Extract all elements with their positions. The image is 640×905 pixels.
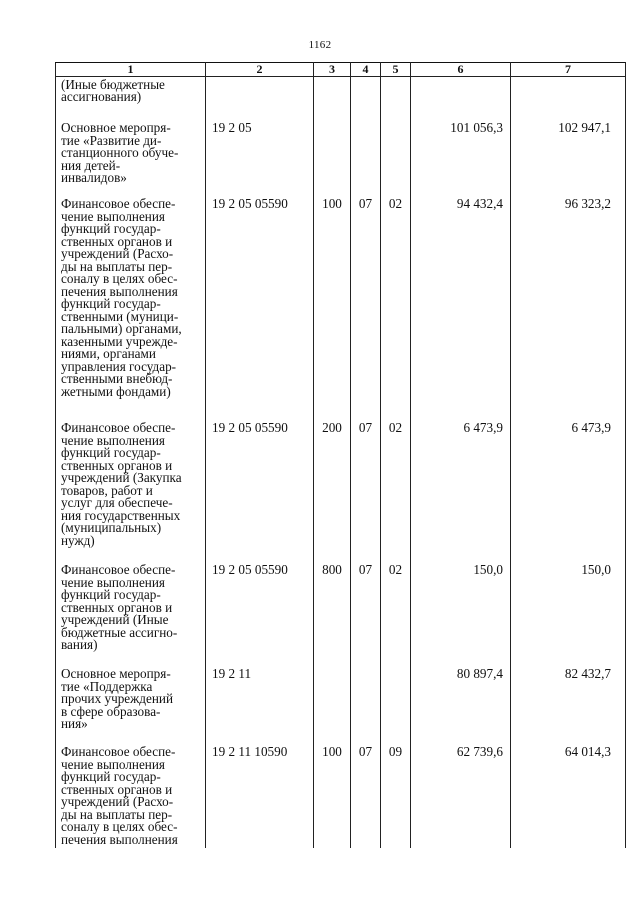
row-code-cell: 19 2 05 05590 (206, 562, 314, 666)
row-value-2025-cell: 96 323,2 (511, 196, 626, 420)
row-value-2024-cell: 101 056,3 (411, 120, 511, 196)
row-code-cell: 19 2 05 (206, 120, 314, 196)
row-name-cell: Финансовое обеспе- чение выполнения функций государ- ственных органов и учреждений (Расхо- ды на выплаты пер- соналу в целях обес- печения выполнения функций государ- ственными (муници- пальными) органами, казенными учрежде- ниями, органами управления государ- ственными внебюд- жетными фондами) (56, 196, 206, 420)
row-value-2024-cell (411, 76, 511, 120)
row-name-cell: Основное меропря- тие «Поддержка прочих учреждений в сфере образова- ния» (56, 666, 206, 744)
row-value-2024-cell: 80 897,4 (411, 666, 511, 744)
budget-table (55, 62, 626, 848)
column-header: 4 (351, 63, 381, 77)
row-vr-cell (314, 666, 351, 744)
column-header: 2 (206, 63, 314, 77)
budget-table-wrap (55, 62, 625, 845)
table-row (56, 76, 626, 120)
row-value-2025-cell (511, 76, 626, 120)
column-header: 6 (411, 63, 511, 77)
row-value-2025-cell: 82 432,7 (511, 666, 626, 744)
row-vr-cell: 100 (314, 196, 351, 420)
header-row (56, 63, 626, 77)
row-vr-cell (314, 76, 351, 120)
row-pr-cell: 09 (381, 744, 411, 848)
row-value-2024-cell: 150,0 (411, 562, 511, 666)
row-pr-cell: 02 (381, 420, 411, 562)
row-pr-cell: 02 (381, 196, 411, 420)
page-number: 1162 (308, 39, 332, 51)
row-code-cell: 19 2 05 05590 (206, 420, 314, 562)
row-vr-cell: 100 (314, 744, 351, 848)
column-header: 5 (381, 63, 411, 77)
table-row (56, 196, 626, 420)
row-value-2025-cell: 6 473,9 (511, 420, 626, 562)
table-row (56, 120, 626, 196)
row-vr-cell: 800 (314, 562, 351, 666)
row-pr-cell (381, 666, 411, 744)
row-name-cell: Финансовое обеспе- чение выполнения функций государ- ственных органов и учреждений (Иные бюджетные ассигно- вания) (56, 562, 206, 666)
row-rz-cell (351, 666, 381, 744)
table-row (56, 744, 626, 848)
table-row (56, 666, 626, 744)
row-rz-cell (351, 76, 381, 120)
row-value-2025-cell: 150,0 (511, 562, 626, 666)
row-pr-cell: 02 (381, 562, 411, 666)
row-pr-cell (381, 76, 411, 120)
row-name-cell: (Иные бюджетные ассигнования) (56, 76, 206, 120)
table-body (56, 76, 626, 848)
row-name-cell: Финансовое обеспе- чение выполнения функций государ- ственных органов и учреждений (Закупка товаров, работ и услуг для обеспече- ния государственных (муниципальных) нужд) (56, 420, 206, 562)
row-pr-cell (381, 120, 411, 196)
row-vr-cell (314, 120, 351, 196)
row-vr-cell: 200 (314, 420, 351, 562)
row-rz-cell: 07 (351, 744, 381, 848)
row-code-cell: 19 2 11 10590 (206, 744, 314, 848)
row-code-cell: 19 2 11 (206, 666, 314, 744)
row-rz-cell: 07 (351, 196, 381, 420)
row-rz-cell: 07 (351, 562, 381, 666)
table-row (56, 420, 626, 562)
row-rz-cell (351, 120, 381, 196)
row-name-cell: Финансовое обеспе- чение выполнения функций государ- ственных органов и учреждений (Расхо- ды на выплаты пер- соналу в целях обес- печения выполнения (56, 744, 206, 848)
row-name-cell: Основное меропря- тие «Развитие ди- станционного обуче- ния детей- инвалидов» (56, 120, 206, 196)
row-rz-cell: 07 (351, 420, 381, 562)
row-value-2024-cell: 94 432,4 (411, 196, 511, 420)
column-header: 7 (511, 63, 626, 77)
column-header: 3 (314, 63, 351, 77)
column-header: 1 (56, 63, 206, 77)
row-code-cell (206, 76, 314, 120)
row-value-2025-cell: 102 947,1 (511, 120, 626, 196)
row-code-cell: 19 2 05 05590 (206, 196, 314, 420)
row-value-2024-cell: 6 473,9 (411, 420, 511, 562)
row-value-2024-cell: 62 739,6 (411, 744, 511, 848)
table-row (56, 562, 626, 666)
row-value-2025-cell: 64 014,3 (511, 744, 626, 848)
